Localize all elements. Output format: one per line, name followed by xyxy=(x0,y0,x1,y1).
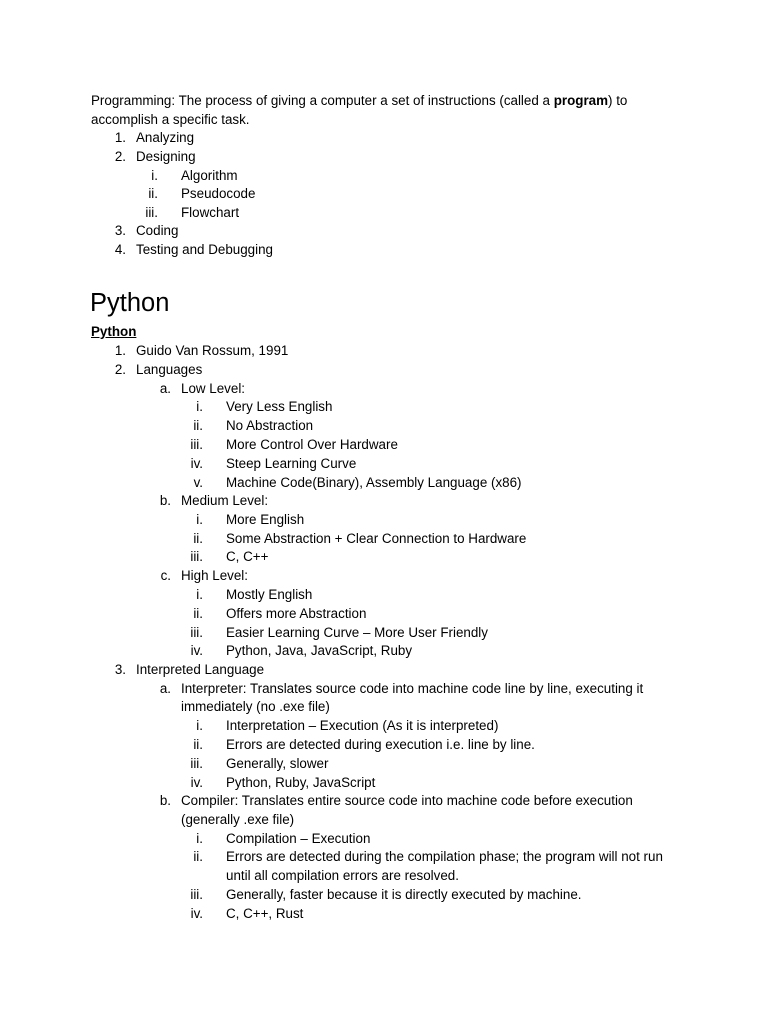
list-marker: iii. xyxy=(190,437,203,452)
list-marker: ii. xyxy=(148,186,158,201)
intro-paragraph xyxy=(91,92,671,130)
list-marker: iii. xyxy=(190,887,203,902)
list-marker: ii. xyxy=(193,418,203,433)
list-text: Low Level: xyxy=(181,381,246,396)
list-text: (generally .exe file) xyxy=(181,812,295,827)
list-marker: ii. xyxy=(193,531,203,546)
list-marker: iii. xyxy=(145,205,158,220)
list-text: Analyzing xyxy=(136,130,195,145)
list-marker: v. xyxy=(193,475,203,490)
list-text: Machine Code(Binary), Assembly Language (x86) xyxy=(226,475,522,490)
list-text: C, C++, Rust xyxy=(226,906,304,921)
list-marker: i. xyxy=(196,399,203,414)
list-text: Generally, slower xyxy=(226,756,329,771)
intro-bold-term: program xyxy=(553,93,609,108)
list-text: More Control Over Hardware xyxy=(226,437,398,452)
list-marker: iii. xyxy=(190,549,203,564)
list-text: Pseudocode xyxy=(181,186,256,201)
list-marker: ii. xyxy=(193,849,203,864)
list-marker: 1. xyxy=(114,343,126,358)
intro-text-after: ) to accomplish a specific task. xyxy=(91,93,628,127)
list-text: More English xyxy=(226,512,305,527)
list-text: Interpreter: Translates source code into machine code line by line, executing it xyxy=(181,681,644,696)
list-text: Steep Learning Curve xyxy=(226,456,357,471)
list-text: Compilation – Execution xyxy=(226,831,371,846)
list-text: Python, Java, JavaScript, Ruby xyxy=(226,643,413,658)
list-text: Algorithm xyxy=(181,168,238,183)
list-text: Interpretation – Execution (As it is interpreted) xyxy=(226,718,499,733)
list-marker: i. xyxy=(196,718,203,733)
list-text: Guido Van Rossum, 1991 xyxy=(136,343,289,358)
list-text: No Abstraction xyxy=(226,418,314,433)
section-subheading: Python xyxy=(91,324,137,339)
list-marker: 4. xyxy=(114,242,126,257)
list-text: Flowchart xyxy=(181,205,240,220)
section-heading: Python xyxy=(90,289,170,317)
list-marker: 1. xyxy=(114,130,126,145)
list-marker: iv. xyxy=(190,456,203,471)
list-marker: a. xyxy=(159,681,171,696)
list-marker: iv. xyxy=(190,775,203,790)
list-text: Python, Ruby, JavaScript xyxy=(226,775,376,790)
list-marker: i. xyxy=(196,512,203,527)
list-marker: i. xyxy=(196,587,203,602)
list-marker: b. xyxy=(159,793,171,808)
list-text: Errors are detected during execution i.e. line by line. xyxy=(226,737,535,752)
list-text: Mostly English xyxy=(226,587,313,602)
list-marker: ii. xyxy=(193,606,203,621)
list-text: immediately (no .exe file) xyxy=(181,699,330,714)
list-marker: 2. xyxy=(114,362,126,377)
list-text: Very Less English xyxy=(226,399,333,414)
list-marker: iii. xyxy=(190,625,203,640)
list-text: High Level: xyxy=(181,568,248,583)
list-text: C, C++ xyxy=(226,549,269,564)
list-text: Languages xyxy=(136,362,203,377)
list-text: Errors are detected during the compilation phase; the program will not run xyxy=(226,849,663,864)
list-marker: a. xyxy=(159,381,171,396)
list-text: Compiler: Translates entire source code into machine code before execution xyxy=(181,793,633,808)
list-marker: iv. xyxy=(190,906,203,921)
intro-text-before: Programming: The process of giving a computer a set of instructions (called a xyxy=(91,93,554,108)
list-marker: 3. xyxy=(114,662,126,677)
list-marker: c. xyxy=(160,568,171,583)
list-marker: i. xyxy=(151,168,158,183)
list-marker: 3. xyxy=(114,223,126,238)
list-marker: i. xyxy=(196,831,203,846)
list-text: Easier Learning Curve – More User Friendly xyxy=(226,625,488,640)
list-text: Designing xyxy=(136,149,196,164)
list-marker: ii. xyxy=(193,737,203,752)
list-marker: b. xyxy=(159,493,171,508)
list-text: Generally, faster because it is directly executed by machine. xyxy=(226,887,582,902)
list-marker: iii. xyxy=(190,756,203,771)
list-text: Some Abstraction + Clear Connection to Hardware xyxy=(226,531,527,546)
list-text: until all compilation errors are resolved. xyxy=(226,868,459,883)
list-marker: iv. xyxy=(190,643,203,658)
list-text: Testing and Debugging xyxy=(136,242,273,257)
list-text: Offers more Abstraction xyxy=(226,606,367,621)
list-text: Coding xyxy=(136,223,179,238)
list-text: Medium Level: xyxy=(181,493,269,508)
list-marker: 2. xyxy=(114,149,126,164)
list-text: Interpreted Language xyxy=(136,662,265,677)
